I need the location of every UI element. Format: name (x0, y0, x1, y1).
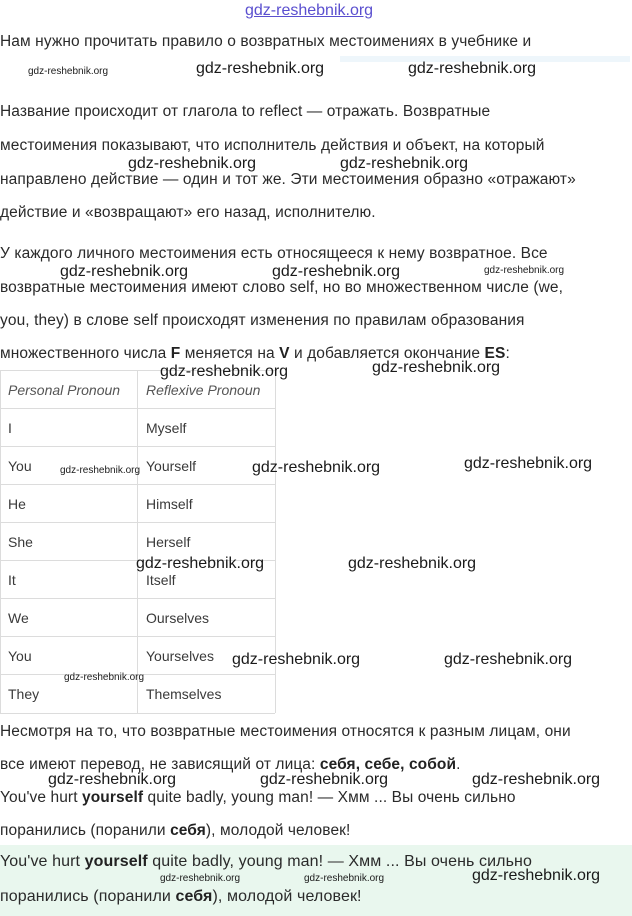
table-cell-reflexive: Myself (146, 420, 187, 436)
watermark: gdz-reshebnik.org (60, 465, 141, 476)
watermark: gdz-reshebnik.org (160, 873, 241, 884)
example1-line2-pre: поранились (поранили (0, 822, 171, 839)
example1-pre: You've hurt (0, 789, 83, 806)
example1-line-1 (0, 789, 516, 807)
para2-last-pre: множественного числа (0, 345, 171, 362)
example2-line2-post: ), молодой человек! (212, 888, 362, 905)
example1-line-2 (0, 822, 350, 840)
example2-post: quite badly, young man! — Хмм ... Вы очень сильно (147, 853, 532, 870)
watermark: gdz-reshebnik.org (340, 155, 469, 172)
watermark: gdz-reshebnik.org (160, 363, 289, 380)
site-header-link[interactable]: gdz-reshebnik.org (245, 2, 374, 19)
table-cell-personal: I (8, 420, 12, 436)
table-cell-reflexive: Ourselves (146, 610, 210, 626)
table-cell-reflexive: Herself (146, 534, 191, 550)
para2-line-2: возвратные местоимения имеют слово self, но во множественном числе (we, (0, 279, 564, 296)
intro-line: Нам нужно прочитать правило о возвратных местоимениях в учебнике и (0, 33, 532, 50)
letter-f: F (170, 345, 181, 362)
para1-line-4: действие и «возвращают» его назад, исполнителю. (0, 204, 376, 221)
watermark: gdz-reshebnik.org (64, 672, 145, 683)
table-cell-personal: She (8, 534, 33, 550)
watermark: gdz-reshebnik.org (232, 651, 361, 668)
table-header-personal: Personal Pronoun (8, 382, 121, 398)
watermark: gdz-reshebnik.org (464, 455, 593, 472)
table-cell-personal: We (8, 610, 29, 626)
table-cell-reflexive: Themselves (146, 686, 222, 702)
example1-post: quite badly, young man! — Хмм ... Вы очень сильно (143, 789, 516, 806)
example1-line2-bold: себя (170, 822, 206, 839)
example2-line2-bold: себя (175, 888, 213, 905)
para2-last-mid: меняется на (180, 345, 280, 362)
watermark: gdz-reshebnik.org (408, 60, 537, 77)
table-cell-reflexive: Itself (146, 572, 176, 588)
para3-line-1: Несмотря на то, что возвратные местоимения относятся к разным лицам, они (0, 723, 571, 740)
watermark: gdz-reshebnik.org (304, 873, 385, 884)
watermark: gdz-reshebnik.org (136, 555, 265, 572)
watermark: gdz-reshebnik.org (472, 771, 601, 788)
watermark: gdz-reshebnik.org (484, 265, 565, 276)
example2-pre: You've hurt (0, 853, 85, 870)
example2-line2-pre: поранились (поранили (0, 888, 176, 905)
para1-line-1: Название происходит от глагола to reflect — отражать. Возвратные (0, 103, 491, 120)
table-cell-personal: You (8, 648, 32, 664)
watermark: gdz-reshebnik.org (272, 263, 401, 280)
watermark: gdz-reshebnik.org (128, 155, 257, 172)
table-column-divider (137, 370, 138, 713)
example2-line-1 (0, 853, 532, 871)
table-cell-personal: You (8, 458, 32, 474)
table-cell-personal: It (8, 572, 16, 588)
para1-line-3: направлено действие — один и тот же. Эти местоимения образно «отражают» (0, 171, 576, 188)
para2-last-post: : (505, 345, 510, 362)
para2-line-3: you, they) в слове self происходят изменения по правилам образования (0, 312, 525, 329)
para1-line-2: местоимения показывают, что исполнитель действия и объект, на который (0, 137, 545, 154)
watermark: gdz-reshebnik.org (252, 459, 381, 476)
watermark: gdz-reshebnik.org (196, 60, 325, 77)
watermark: gdz-reshebnik.org (348, 555, 477, 572)
table-border-bottom (0, 713, 275, 714)
example1-bold: yourself (82, 789, 144, 806)
example2-bold: yourself (84, 853, 148, 870)
watermark: gdz-reshebnik.org (472, 867, 601, 884)
table-cell-personal: They (8, 686, 40, 702)
watermark: gdz-reshebnik.org (372, 359, 501, 376)
example2-line-2 (0, 888, 362, 906)
para3-pre: все имеют перевод, не зависящий от лица: (0, 756, 320, 773)
ending-es: ES (484, 345, 506, 362)
letter-v: V (279, 345, 290, 362)
example1-line2-post: ), молодой человек! (205, 822, 351, 839)
para3-bold: себя, себе, собой (319, 756, 457, 773)
watermark: gdz-reshebnik.org (60, 263, 189, 280)
table-cell-reflexive: Yourselves (146, 648, 214, 664)
watermark: gdz-reshebnik.org (444, 651, 573, 668)
table-cell-reflexive: Yourself (146, 458, 197, 474)
watermark: gdz-reshebnik.org (28, 66, 109, 77)
para2-last-mid2: и добавляется окончание (289, 345, 485, 362)
watermark: gdz-reshebnik.org (48, 771, 177, 788)
watermark: gdz-reshebnik.org (260, 771, 389, 788)
table-header-reflexive: Reflexive Pronoun (146, 382, 261, 398)
table-cell-personal: He (8, 496, 26, 512)
table-cell-reflexive: Himself (146, 496, 193, 512)
para2-line-1: У каждого личного местоимения есть относящееся к нему возвратное. Все (0, 245, 548, 262)
table-border-left (0, 370, 1, 713)
para3-post: . (456, 756, 461, 773)
